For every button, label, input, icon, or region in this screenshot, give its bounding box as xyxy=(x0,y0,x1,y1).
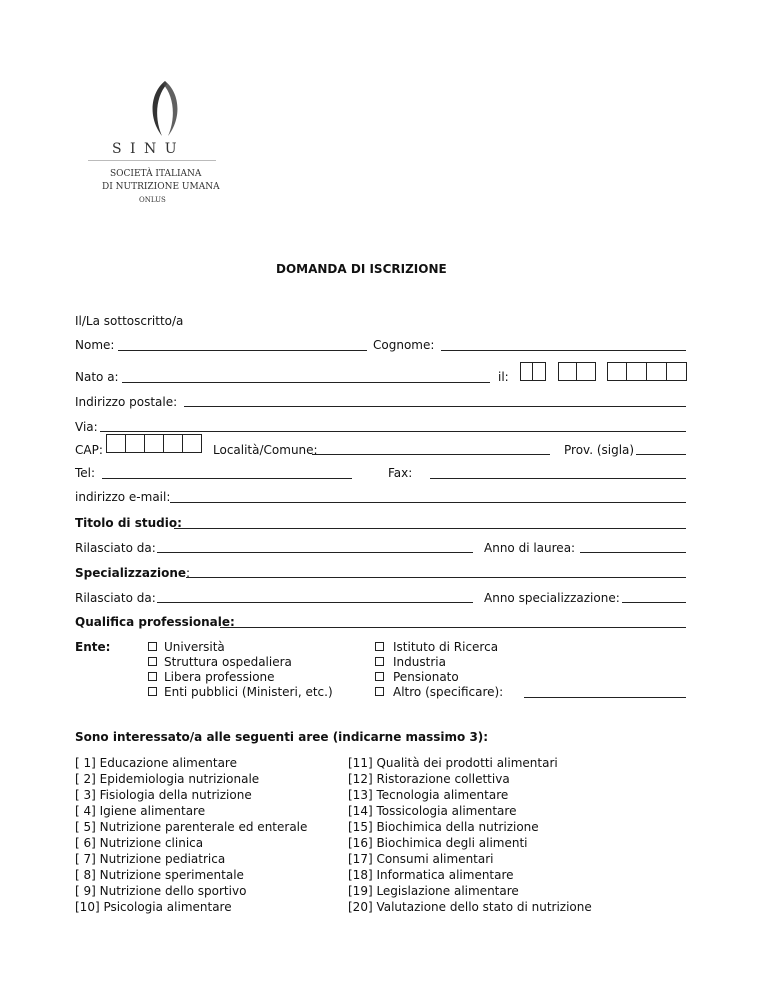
qualifica-label: Qualifica professionale: xyxy=(75,615,235,629)
area-item: [17] Consumi alimentari xyxy=(348,852,494,866)
areas-heading: Sono interessato/a alle seguenti aree (indicarne massimo 3): xyxy=(75,730,489,744)
checkbox-industria[interactable] xyxy=(375,657,384,666)
rilasciato1-field[interactable] xyxy=(157,552,473,553)
area-item: [10] Psicologia alimentare xyxy=(75,900,232,914)
il-label: il: xyxy=(498,370,509,384)
option-enti-pubblici: Enti pubblici (Ministeri, etc.) xyxy=(164,685,333,699)
specializzazione-field[interactable] xyxy=(186,577,686,578)
area-item: [ 2] Epidemiologia nutrizionale xyxy=(75,772,260,786)
date-year-boxes[interactable] xyxy=(607,362,687,381)
indirizzo-label: Indirizzo postale: xyxy=(75,395,178,409)
area-item: [20] Valutazione dello stato di nutrizione xyxy=(348,900,592,914)
anno-laurea-field[interactable] xyxy=(580,552,686,553)
email-field[interactable] xyxy=(170,502,686,503)
nome-label: Nome: xyxy=(75,338,115,352)
checkbox-struttura-ospedaliera[interactable] xyxy=(148,657,157,666)
option-struttura-ospedaliera: Struttura ospedaliera xyxy=(164,655,292,669)
prov-label: Prov. (sigla) xyxy=(564,443,635,457)
option-altro: Altro (specificare): xyxy=(393,685,504,699)
area-item: [12] Ristorazione collettiva xyxy=(348,772,510,786)
logo-line3: ONLUS xyxy=(139,196,166,204)
cap-label: CAP: xyxy=(75,443,103,457)
checkbox-libera-professione[interactable] xyxy=(148,672,157,681)
area-item: [15] Biochimica della nutrizione xyxy=(348,820,539,834)
intro-text: Il/La sottoscritto/a xyxy=(75,314,184,328)
option-industria: Industria xyxy=(393,655,446,669)
area-item: [14] Tossicologia alimentare xyxy=(348,804,517,818)
checkbox-pensionato[interactable] xyxy=(375,672,384,681)
cognome-field[interactable] xyxy=(441,350,686,351)
email-label: indirizzo e-mail: xyxy=(75,490,171,504)
specializzazione-label: Specializzazione: xyxy=(75,566,191,580)
page-title: DOMANDA DI ISCRIZIONE xyxy=(276,262,447,276)
area-item: [11] Qualità dei prodotti alimentari xyxy=(348,756,558,770)
option-istituto-ricerca: Istituto di Ricerca xyxy=(393,640,499,654)
indirizzo-field[interactable] xyxy=(184,406,686,407)
anno-spec-label: Anno specializzazione: xyxy=(484,591,620,605)
via-field[interactable] xyxy=(100,431,686,432)
rilasciato2-field[interactable] xyxy=(157,602,473,603)
nato-field[interactable] xyxy=(122,382,490,383)
area-item: [ 8] Nutrizione sperimentale xyxy=(75,868,244,882)
localita-label: Località/Comune: xyxy=(213,443,318,457)
area-item: [ 3] Fisiologia della nutrizione xyxy=(75,788,252,802)
area-item: [19] Legislazione alimentare xyxy=(348,884,519,898)
checkbox-altro[interactable] xyxy=(375,687,384,696)
date-month-boxes[interactable] xyxy=(558,362,596,381)
nato-label: Nato a: xyxy=(75,370,119,384)
area-item: [ 1] Educazione alimentare xyxy=(75,756,237,770)
logo-line2: DI NUTRIZIONE UMANA xyxy=(102,182,220,192)
qualifica-field[interactable] xyxy=(220,627,686,628)
cognome-label: Cognome: xyxy=(373,338,435,352)
via-label: Via: xyxy=(75,420,98,434)
area-item: [ 5] Nutrizione parenterale ed enterale xyxy=(75,820,308,834)
tel-field[interactable] xyxy=(102,478,352,479)
area-item: [ 7] Nutrizione pediatrica xyxy=(75,852,226,866)
option-pensionato: Pensionato xyxy=(393,670,459,684)
area-item: [13] Tecnologia alimentare xyxy=(348,788,509,802)
tel-label: Tel: xyxy=(75,466,96,480)
option-libera-professione: Libera professione xyxy=(164,670,275,684)
checkbox-enti-pubblici[interactable] xyxy=(148,687,157,696)
date-day-boxes[interactable] xyxy=(520,362,546,381)
ente-label: Ente: xyxy=(75,640,111,654)
area-item: [ 4] Igiene alimentare xyxy=(75,804,206,818)
fax-field[interactable] xyxy=(430,478,686,479)
logo-wordmark: S I N U xyxy=(112,141,179,157)
prov-field[interactable] xyxy=(636,454,686,455)
anno-spec-field[interactable] xyxy=(622,602,686,603)
fax-label: Fax: xyxy=(388,466,413,480)
cap-boxes[interactable] xyxy=(106,434,202,453)
altro-field[interactable] xyxy=(524,697,686,698)
area-item: [ 9] Nutrizione dello sportivo xyxy=(75,884,247,898)
area-item: [16] Biochimica degli alimenti xyxy=(348,836,528,850)
localita-field[interactable] xyxy=(312,454,550,455)
titolo-field[interactable] xyxy=(174,528,686,529)
nome-field[interactable] xyxy=(118,350,367,351)
checkbox-istituto-ricerca[interactable] xyxy=(375,642,384,651)
titolo-label: Titolo di studio: xyxy=(75,516,182,530)
checkbox-universita[interactable] xyxy=(148,642,157,651)
logo-line1: SOCIETÀ ITALIANA xyxy=(110,169,202,179)
sinu-logo-icon xyxy=(140,78,190,142)
rilasciato2-label: Rilasciato da: xyxy=(75,591,156,605)
area-item: [18] Informatica alimentare xyxy=(348,868,514,882)
logo-divider xyxy=(88,160,216,161)
rilasciato1-label: Rilasciato da: xyxy=(75,541,156,555)
option-universita: Università xyxy=(164,640,225,654)
anno-laurea-label: Anno di laurea: xyxy=(484,541,576,555)
area-item: [ 6] Nutrizione clinica xyxy=(75,836,204,850)
